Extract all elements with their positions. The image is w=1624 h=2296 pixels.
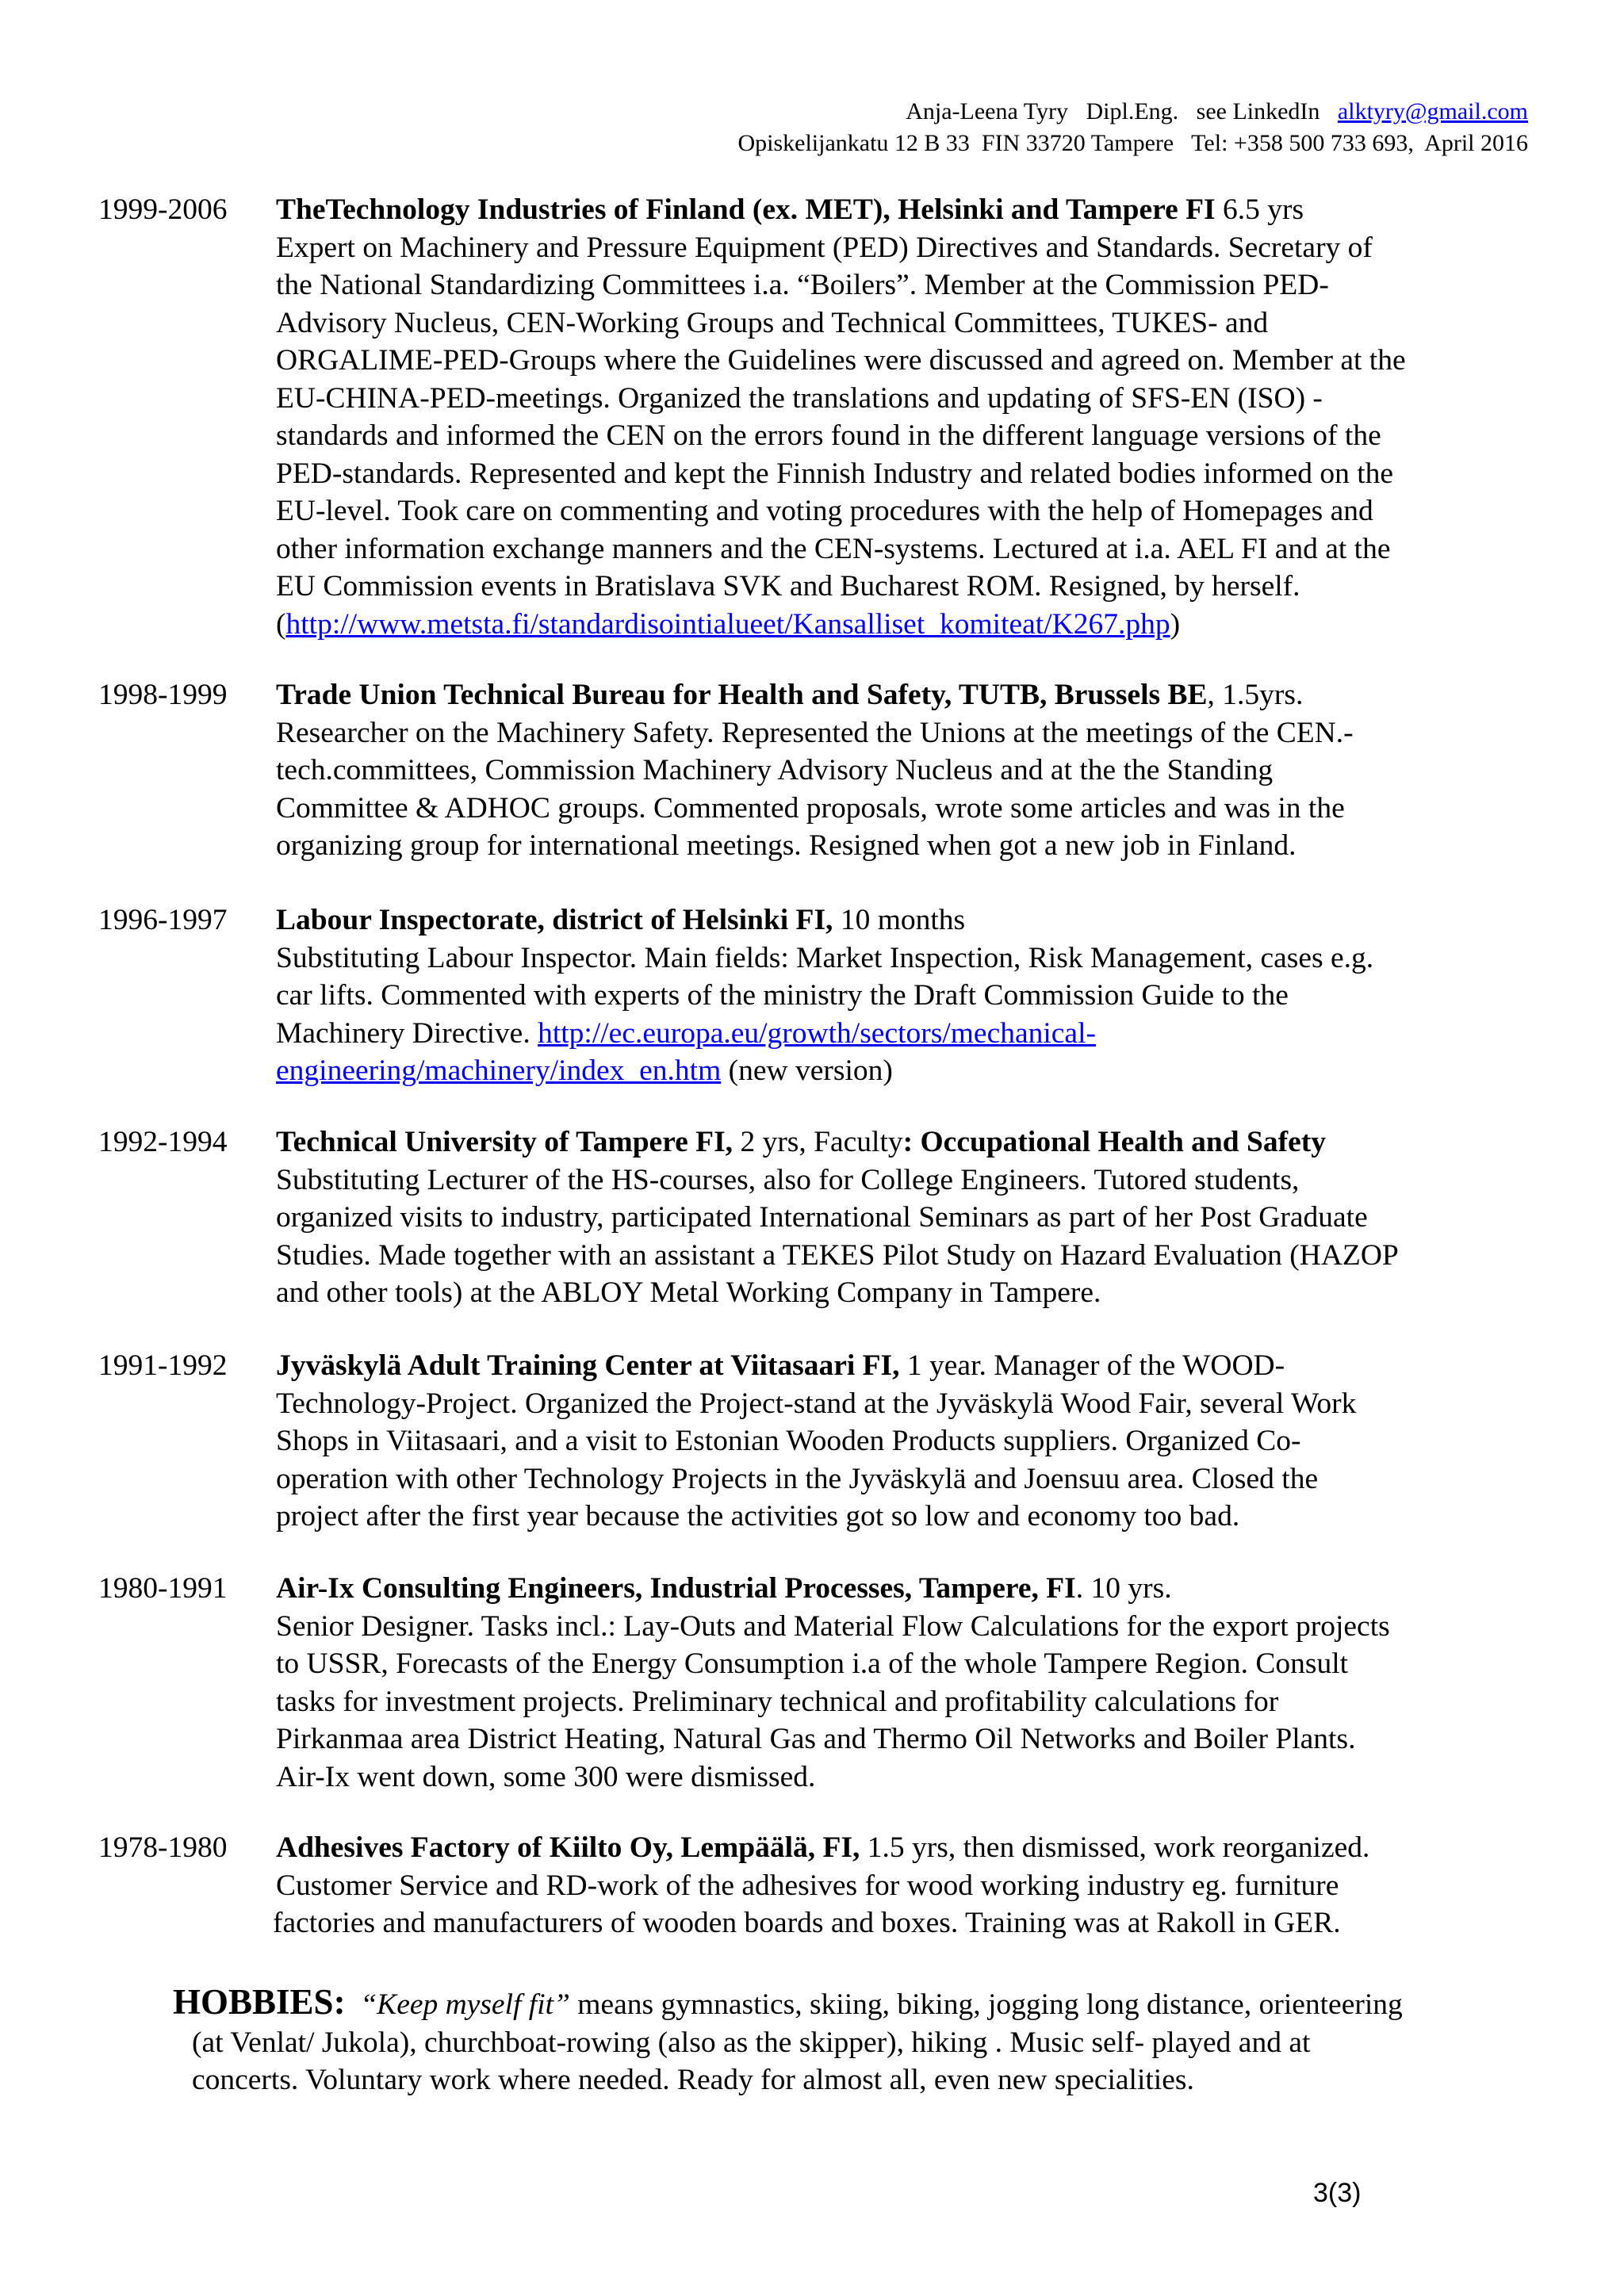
entry-line: the National Standardizing Committees i.a. “Boilers”. Member at the Commission PED-: [276, 269, 1329, 301]
entry-line: Substituting Labour Inspector. Main fields: Market Inspection, Risk Management, cases e.g.: [276, 941, 1374, 974]
entry-line: organizing group for international meetings. Resigned when got a new job in Finland.: [276, 829, 1297, 862]
entry-body: [276, 1347, 1624, 1536]
entry-line: EU Commission events in Bratislava SVK and Bucharest ROM. Resigned, by herself.: [276, 570, 1300, 603]
entry-line: Committee & ADHOC groups. Commented proposals, wrote some articles and was in the: [276, 791, 1345, 825]
entry-link-prefix: Machinery Directive.: [276, 1016, 538, 1050]
contact-header-line-1: [906, 94, 1528, 129]
hobbies-line: means gymnastics, skiing, biking, jogging long distance, orienteering: [569, 1988, 1403, 2021]
entry-line: tech.committees, Commission Machinery Advisory Nucleus and at the the Standing: [276, 754, 1274, 786]
entry-line: ORGALIME-PED-Groups where the Guidelines were discussed and agreed on. Member at the: [276, 344, 1406, 377]
entry-body: [273, 1829, 1624, 1942]
entry-line: Shops in Viitasaari, and a visit to Estonian Wooden Products suppliers. Organized Co-: [276, 1425, 1301, 1457]
contact-name-title: Anja-Leena Tyry Dipl.Eng. see LinkedIn: [906, 98, 1338, 124]
hobbies-line: (at Venlat/ Jukola), churchboat-rowing (also as the skipper), hiking . Music self- played and at: [192, 2026, 1311, 2059]
entry-line: and other tools) at the ABLOY Metal Working Company in Tampere.: [276, 1276, 1101, 1309]
entry-body: [276, 1570, 1624, 1796]
entry-line: PED-standards. Represented and kept the Finnish Industry and related bodies informed on the: [276, 457, 1394, 490]
entry-organization: Air-Ix Consulting Engineers, Industrial Processes, Tampere, FI: [276, 1572, 1076, 1605]
entry-line: Customer Service and RD-work of the adhesives for wood working industry eg. furniture: [276, 1869, 1339, 1902]
entry-line: Pirkanmaa area District Heating, Natural Gas and Thermo Oil Networks and Boiler Plants.: [276, 1723, 1356, 1755]
entry-period: 1978-1980: [98, 1831, 228, 1864]
entry-line: to USSR, Forecasts of the Energy Consumption i.a of the whole Tampere Region. Consult: [276, 1647, 1349, 1680]
hobbies-quote: “Keep myself fit”: [360, 1988, 570, 2021]
entry-duration: 2 yrs, Faculty: [733, 1126, 903, 1158]
entry-line: Senior Designer. Tasks incl.: Lay-Outs and Material Flow Calculations for the export projects: [276, 1609, 1390, 1643]
entry-period: 1998-1999: [98, 679, 228, 711]
entry-period: 1992-1994: [98, 1126, 228, 1158]
entry-period: 1980-1991: [98, 1572, 228, 1605]
entry-line: tasks for investment projects. Preliminary technical and profitability calculations for: [276, 1685, 1279, 1718]
entry-duration: . 10 yrs.: [1075, 1572, 1172, 1605]
entry-organization: Adhesives Factory of Kiilto Oy, Lempäälä, FI,: [276, 1831, 860, 1864]
entry-organization: Labour Inspectorate, district of Helsinki FI,: [276, 904, 833, 936]
contact-header-line-2: Opiskelijankatu 12 B 33 FIN 33720 Tampere Tel: +358 500 733 693, April 2016: [737, 130, 1528, 156]
entry-period: 1999-2006: [98, 193, 228, 226]
entry-body: [276, 676, 1624, 865]
entry-faculty: : Occupational Health and Safety: [902, 1126, 1326, 1158]
entry-line: Air-Ix went down, some 300 were dismissed.: [276, 1760, 816, 1793]
entry-body: TheTechnology Industries of Finland (ex. MET), Helsinki and Tampere FI 6.5 yrs Expert on Machinery and Pressure Equipment (PED) Directives and Standards. Secretary of the National Standardizing Committees i.a. “Boilers”. Member at the Commission PED- Advisory Nucleus, CEN-Working Groups and Technical Committees, TUKES- and ORGALIME-PED-Groups where the Guidelines were discussed and agreed on. Member at the EU-CHINA-PED-meetings. Organized the translations and updating of SFS-EN (ISO) - standards and informed the CEN on the errors found in the different language versions of the PED-standards. Represented and kept the Finnish Industry and related bodies informed on the EU-level. Took care on commenting and voting procedures with the help of Homepages and other information exchange manners and the CEN-systems. Lectured at i.a. AEL FI and at the EU Commission events in Bratislava SVK and Bucharest ROM. Resigned, by herself. (http://www.metsta.fi/standardisointialueet/Kansalliset_komiteat/K267.php): [276, 191, 1624, 643]
entry-organization: Jyväskylä Adult Training Center at Viitasaari FI,: [276, 1349, 900, 1382]
entry-line: EU-level. Took care on commenting and voting procedures with the help of Homepages and: [276, 495, 1373, 527]
committee-link[interactable]: http://www.metsta.fi/standardisointialueet/Kansalliset_komiteat/K267.php: [285, 607, 1170, 641]
entry-line: Substituting Lecturer of the HS-courses, also for College Engineers. Tutored students,: [276, 1163, 1300, 1196]
entry-line: Researcher on the Machinery Safety. Represented the Unions at the meetings of the CEN.-: [276, 716, 1354, 749]
entry-line: Studies. Made together with an assistant a TEKES Pilot Study on Hazard Evaluation (HAZOP: [276, 1238, 1399, 1272]
entry-organization: TheTechnology Industries of Finland (ex. MET), Helsinki and Tampere FI: [276, 193, 1216, 226]
entry-duration: 1.5 yrs, then dismissed, work reorganized.: [860, 1831, 1370, 1864]
entry-link-suffix: (new version): [721, 1054, 893, 1087]
entry-period: 1991-1992: [98, 1349, 228, 1382]
entry-line: EU-CHINA-PED-meetings. Organized the translations and updating of SFS-EN (ISO) -: [276, 381, 1323, 415]
entry-line: Technology-Project. Organized the Project-stand at the Jyväskylä Wood Fair, several Work: [276, 1387, 1357, 1420]
entry-line: other information exchange manners and the CEN-systems. Lectured at i.a. AEL FI and at the: [276, 532, 1391, 565]
entry-period: 1996-1997: [98, 904, 228, 936]
entry-line: organized visits to industry, participated International Seminars as part of her Post Graduate: [276, 1201, 1368, 1234]
hobbies-title: HOBBIES:: [173, 1982, 346, 2022]
page-number: 3(3): [1313, 2178, 1362, 2208]
entry-organization: Trade Union Technical Bureau for Health and Safety, TUTB, Brussels BE: [276, 679, 1208, 711]
entry-line: standards and informed the CEN on the errors found in the different language versions of the: [276, 419, 1381, 452]
entry-body: [276, 901, 1624, 1090]
entry-organization: Technical University of Tampere FI,: [276, 1126, 733, 1158]
entry-line: operation with other Technology Projects in the Jyväskylä and Joensuu area. Closed the: [276, 1462, 1319, 1495]
entry-body: [276, 1123, 1624, 1312]
entry-line: Advisory Nucleus, CEN-Working Groups and Technical Committees, TUKES- and: [276, 306, 1269, 339]
email-link[interactable]: alktyry@gmail.com: [1337, 98, 1528, 124]
entry-line: project after the first year because the activities got so low and economy too bad.: [276, 1500, 1240, 1533]
entry-line: factories and manufacturers of wooden boards and boxes. Training was at Rakoll in GER.: [273, 1907, 1341, 1939]
entry-duration: 10 months: [833, 904, 966, 936]
entry-duration: 1 year. Manager of the WOOD-: [899, 1349, 1285, 1382]
hobbies-section: [173, 1982, 1540, 2099]
machinery-directive-link-cont[interactable]: engineering/machinery/index_en.htm: [276, 1054, 722, 1087]
entry-duration: 6.5 yrs: [1215, 193, 1304, 226]
hobbies-line: concerts. Voluntary work where needed. Ready for almost all, even new specialities.: [192, 2064, 1194, 2096]
entry-line: car lifts. Commented with experts of the ministry the Draft Commission Guide to the: [276, 979, 1289, 1012]
entry-duration: , 1.5yrs.: [1207, 679, 1304, 711]
machinery-directive-link[interactable]: http://ec.europa.eu/growth/sectors/mechanical-: [538, 1016, 1096, 1050]
entry-line: Expert on Machinery and Pressure Equipment (PED) Directives and Standards. Secretary of: [276, 231, 1373, 264]
